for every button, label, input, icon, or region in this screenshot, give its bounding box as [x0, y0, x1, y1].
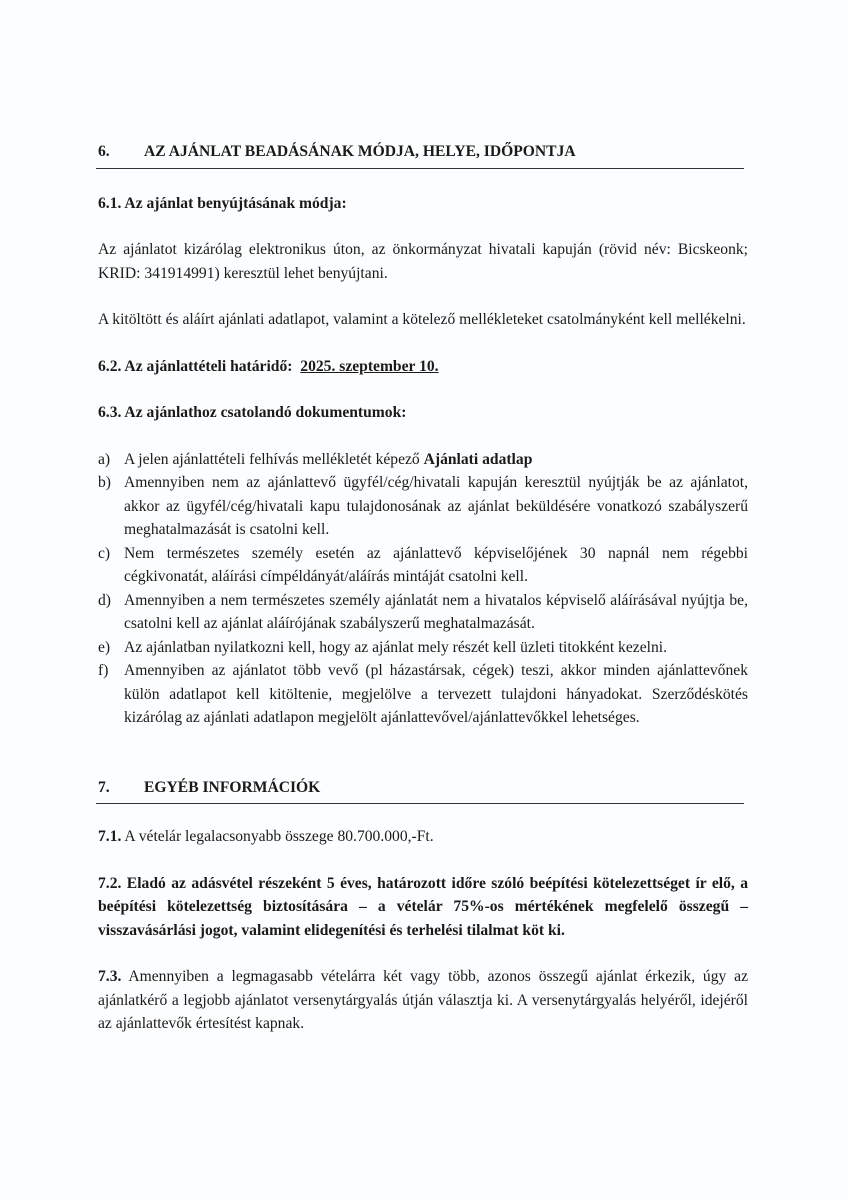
section-number: 7.: [98, 778, 110, 796]
subsection-7-1: [98, 825, 748, 849]
tie-break-text: Amennyiben a legmagasabb vételárra két vagy több, azonos összegű ajánlat érkezik, úgy az ajánlatkérő a legjobb ajánlatot versenytárgyalás útján választja ki. A versenytárgyalás helyéről, idejéről az ajánlattevők értesítést kapnak.: [98, 968, 748, 1032]
list-marker: e): [98, 638, 111, 656]
subsection-7-2: 7.2. Eladó az adásvétel részeként 5 éves, határozott időre szóló beépítési kötelezettséget ír elő, a beépítési kötelezettség biztosítására – a vételár 75%-os mértékének megfelelő összegű –visszavásárlási jogot, valamint elidegenítési és terhelési tilalmat köt ki.: [98, 874, 748, 939]
list-item: [98, 448, 748, 472]
list-item-text: Nem természetes személy esetén az ajánlattevő képviselőjének 30 napnál nem régebbi cégkivonatát, aláírási címpéldányát/aláírás mintáját csatolni kell.: [124, 544, 748, 585]
subsection-7-3: [98, 965, 748, 1036]
paragraph-submission-method: Az ajánlatot kizárólag elektronikus úton, az önkormányzat hivatali kapuján (rövid név: Bicskeonk; KRID: 341914991) keresztül lehet benyújtani.: [98, 241, 748, 282]
list-marker: c): [98, 544, 111, 562]
deadline-label: 6.2. Az ajánlattételi határidő:: [98, 357, 293, 375]
list-item: [98, 636, 748, 660]
deadline-date: 2025. szeptember 10.: [300, 357, 439, 375]
paragraph-attachments: A kitöltött és aláírt ajánlati adatlapot, valamint a kötelező mellékleteket csatolmányként kell mellékelni.: [98, 311, 746, 328]
subsection-6-1-heading: 6.1. Az ajánlat benyújtásának módja:: [98, 194, 347, 212]
minimum-price-text: A vételár legalacsonyabb összege 80.700.000,-Ft.: [121, 828, 434, 845]
subsection-6-2-heading: [98, 355, 748, 379]
list-item: [98, 471, 748, 542]
required-documents-list: [98, 448, 748, 730]
section-6-heading: [96, 140, 744, 169]
list-item-text: A jelen ajánlattételi felhívás mellékletét képező: [124, 450, 424, 468]
list-marker: d): [98, 591, 111, 609]
document-page: [98, 140, 748, 1036]
list-item: [98, 589, 748, 636]
list-marker: f): [98, 662, 109, 679]
list-item: [98, 542, 748, 589]
subsection-label: 7.1.: [98, 828, 122, 845]
section-7-heading: [96, 776, 744, 805]
section-title: AZ AJÁNLAT BEADÁSÁNAK MÓDJA, HELYE, IDŐPONTJA: [144, 143, 576, 160]
list-item-text: Az ajánlatban nyilatkozni kell, hogy az ajánlat mely részét kell üzleti titokként kezelni.: [124, 638, 667, 656]
list-item-text: Amennyiben az ajánlatot több vevő (pl házastársak, cégek) teszi, akkor minden ajánlattevőnek külön adatlapot kell kitöltenie, megjelölve a tervezett tulajdoni hányadokat. Szerződéskötés kizárólag az ajánlati adatlapon megjelölt ajánlattevővel/ajánlattevőkkel lehetséges.: [124, 662, 748, 726]
list-item-text: Amennyiben a nem természetes személy ajánlatát nem a hivatalos képviselő aláírásával nyújtja be, csatolni kell az ajánlat aláírójának szabályszerű meghatalmazását.: [124, 591, 748, 632]
list-item-bold-text: Ajánlati adatlap: [423, 450, 533, 468]
section-number: 6.: [98, 143, 110, 160]
list-item: [98, 659, 748, 730]
list-item-text: Amennyiben nem az ajánlattevő ügyfél/cég/hivatali kapuján keresztül nyújtják be az ajánlatot, akkor az ügyfél/cég/hivatali kapu tulajdonosának az ajánlat beküldésére vonatkozó szabályszerű meghatalmazását is csatolni kell.: [124, 474, 748, 538]
subsection-label: 7.3.: [98, 968, 122, 985]
section-title: EGYÉB INFORMÁCIÓK: [144, 778, 321, 796]
subsection-6-3-heading: 6.3. Az ajánlathoz csatolandó dokumentumok:: [98, 404, 407, 421]
list-marker: b): [98, 474, 111, 491]
list-marker: a): [98, 450, 111, 468]
